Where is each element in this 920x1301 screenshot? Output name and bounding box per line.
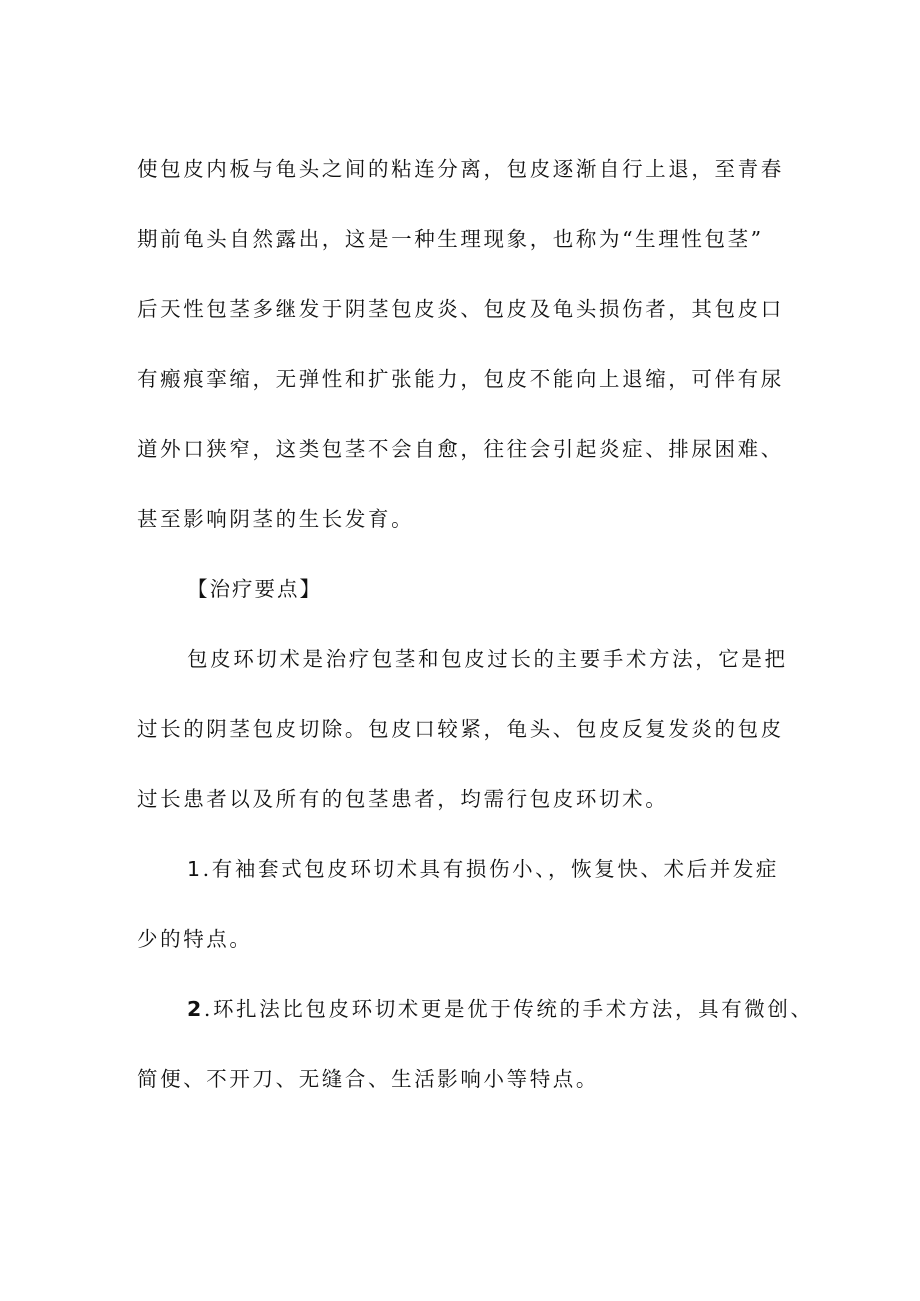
body-line-3: 后天性包茎多继发于阴茎包皮炎、包皮及龟头损伤者，其包皮口 [137, 297, 784, 321]
list-item-1-number: 1 [187, 857, 203, 881]
body-line-1: 使包皮内板与龟头之间的粘连分离，包皮逐渐自行上退，至青春 [137, 157, 784, 181]
body-line-6: 甚至影响阴茎的生长发育。 [137, 507, 415, 531]
section-title: 【治疗要点】 [187, 577, 322, 601]
list-item-2-number: 2 [187, 997, 204, 1021]
treatment-line-2: 过长的阴茎包皮切除。包皮口较紧，龟头、包皮反复发炎的包皮 [137, 717, 784, 741]
list-item-1 [187, 855, 867, 883]
body-line-2: 期前龟头自然露出，这是一种生理现象，也称为“生理性包茎” [137, 227, 764, 251]
list-item-1-text: .有袖套式包皮环切术具有损伤小、，恢复快、术后并发症 [202, 857, 780, 881]
body-line-5: 道外口狭窄，这类包茎不会自愈，往往会引起炎症、排尿困难、 [137, 437, 784, 461]
treatment-line-3: 过长患者以及所有的包茎患者，均需行包皮环切术。 [137, 787, 669, 811]
body-line-4: 有瘢痕挛缩，无弹性和扩张能力，包皮不能向上退缩，可伴有尿 [137, 367, 784, 391]
list-item-2-continuation: 简便、不开刀、无缝合、生活影响小等特点。 [137, 1067, 599, 1091]
list-item-2 [187, 995, 867, 1023]
treatment-line-1: 包皮环切术是治疗包茎和包皮过长的主要手术方法，它是把 [187, 647, 788, 671]
list-item-2-text: .环扎法比包皮环切术更是优于传统的手术方法，具有微创、 [203, 997, 814, 1021]
list-item-1-continuation: 少的特点。 [137, 927, 253, 951]
